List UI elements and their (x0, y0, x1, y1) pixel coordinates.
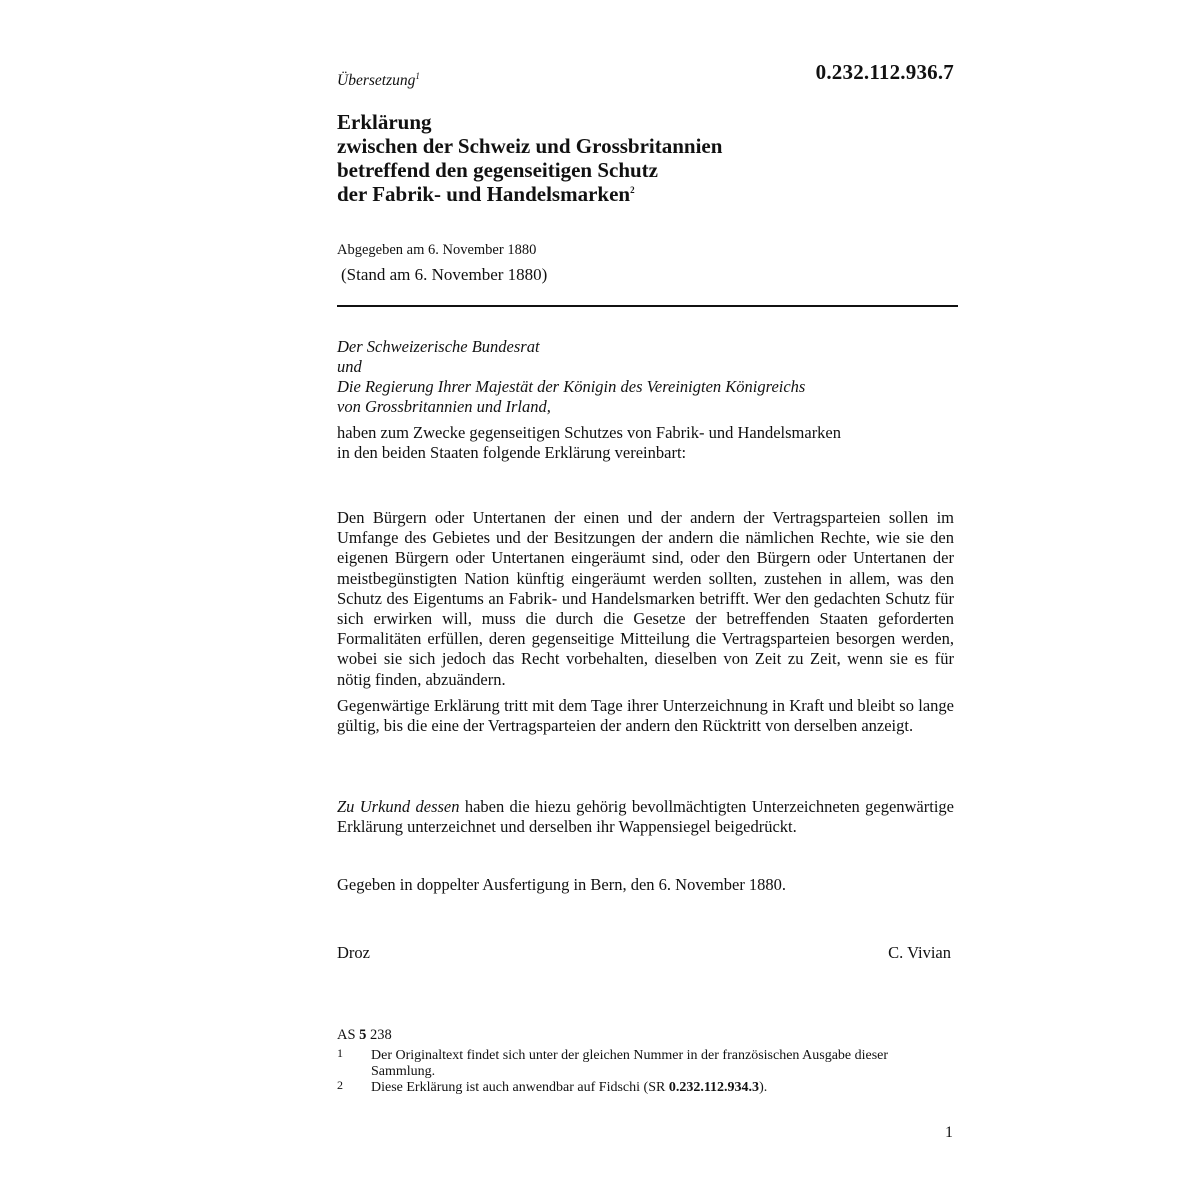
footnote-text (371, 1080, 937, 1096)
translation-text: Übersetzung (337, 72, 416, 89)
given-statement: Gegeben in doppelter Ausfertigung in Bern, den 6. November 1880. (337, 875, 787, 894)
issued-date: Abgegeben am 6. November 1880 (337, 242, 537, 258)
party-line: Die Regierung Ihrer Majestät der Königin des Vereinigten Königreichs (337, 377, 806, 396)
signature-left: Droz (337, 943, 370, 962)
witness-italic: Zu Urkund dessen (337, 797, 460, 816)
signature-right: C. Vivian (888, 943, 951, 962)
preamble-line: haben zum Zwecke gegenseitigen Schutzes von Fabrik- und Handelsmarken (337, 423, 842, 442)
as-volume: 5 (359, 1027, 367, 1043)
as-page: 238 (370, 1027, 392, 1043)
title-line: betreffend den gegenseitigen Schutz (337, 158, 658, 182)
footnote-ref-2[interactable]: 2 (630, 185, 635, 195)
document-page (337, 0, 958, 1200)
footnote-number: 1 (337, 1046, 343, 1060)
paragraph-validity: Gegenwärtige Erklärung tritt mit dem Tage ihrer Unterzeichnung in Kraft und bleibt so lange gültig, bis die eine der Vertragsparteien der andern den Rücktritt von derselben anzeigt. (337, 696, 954, 736)
sr-number: 0.232.112.936.7 (815, 60, 954, 84)
preamble (337, 423, 841, 463)
footnote-number: 2 (337, 1078, 343, 1092)
title-line: zwischen der Schweiz und Grossbritannien (337, 134, 723, 158)
party-line: von Grossbritannien und Irland, (337, 397, 551, 416)
document-title (337, 110, 722, 206)
footnote-text: Der Originaltext findet sich unter der gleichen Nummer in der französischen Ausgabe dieser Sammlung. (371, 1048, 889, 1079)
party-line: Der Schweizerische Bundesrat (337, 337, 540, 356)
title-line-last (337, 182, 722, 206)
party-line: und (337, 357, 362, 376)
title-line: Erklärung (337, 110, 432, 134)
title-line-text: der Fabrik- und Handelsmarken (337, 182, 631, 206)
status-date: (Stand am 6. November 1880) (341, 265, 548, 284)
contracting-parties (337, 337, 805, 417)
as-reference (337, 1027, 392, 1044)
footnote-ref-1[interactable]: 1 (415, 70, 420, 81)
footnote-text-after: ). (759, 1080, 768, 1095)
preamble-line: in den beiden Staaten folgende Erklärung vereinbart: (337, 443, 687, 462)
as-prefix: AS (337, 1027, 356, 1043)
page-number: 1 (945, 1124, 953, 1141)
sr-link[interactable]: 0.232.112.934.3 (668, 1080, 760, 1095)
translation-label (337, 72, 420, 90)
footnote-text-before: Diese Erklärung ist auch anwendbar auf Fidschi (SR (371, 1080, 669, 1095)
paragraph-rights: Den Bürgern oder Untertanen der einen und der andern der Vertragsparteien sollen im Umfange des Gebietes und der Besitzungen der andern die nämlichen Rechte, wie sie den eigenen Bürgern oder Untertanen eingeräumt sind, oder den Bürgern oder Untertanen der meistbegünstigten Nation künftig eingeräumt werden sollten, zustehen in allem, was den Schutz des Eigentums an Fabrik- und Handelsmarken betrifft. Wer den gedachten Schutz für sich erwirken will, muss die durch die Gesetze der betreffenden Staaten geforderten Formalitäten erfüllen, deren gegenseitige Mitteilung die Vertragsparteien besorgen werden, wobei sie sich jedoch das Recht vorbehalten, dieselben von Zeit zu Zeit, wenn sie es für nötig finden, abzuändern. (337, 508, 954, 689)
header-divider (337, 305, 958, 307)
witness-text: haben die hiezu gehörig bevollmächtigten Unterzeichneten gegenwärtige Erklärung unterzeichnet und derselben ihr Wappensiegel beigedrückt. (337, 797, 954, 837)
paragraph-witness (337, 797, 954, 837)
